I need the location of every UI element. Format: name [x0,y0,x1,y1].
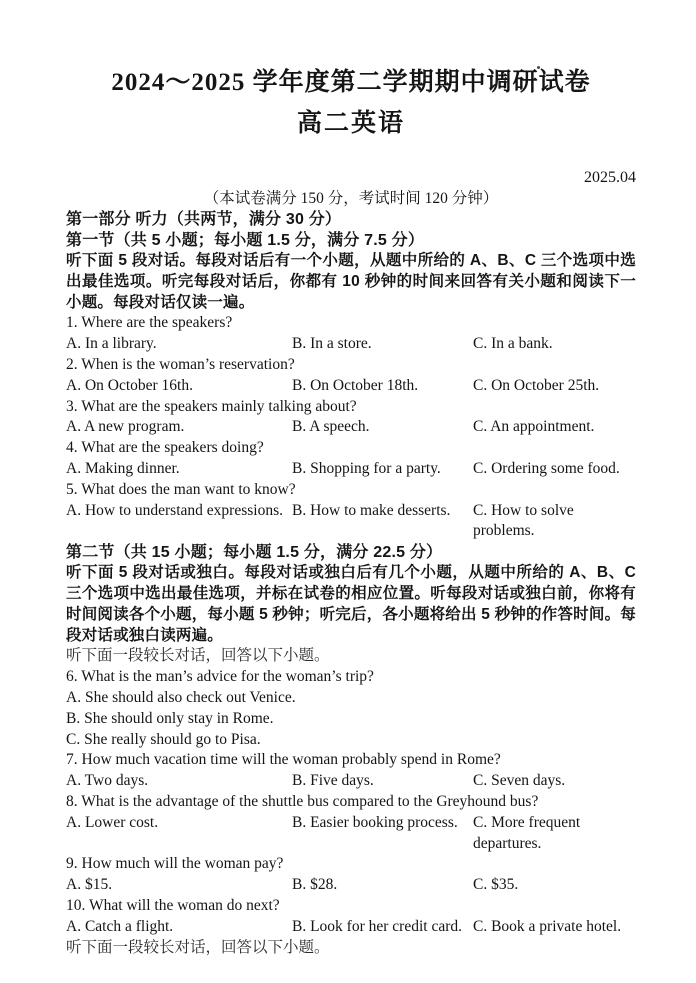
section2-lead-in-2: 听下面一段较长对话，回答以下小题。 [66,938,330,956]
question-9-option-c: C. $35. [473,876,519,894]
question-7-options [66,771,636,792]
section2-instructions: 听下面 5 段对话或独白。每段对话或独白后有几个小题，从题中所给的 A、B、C 三个选项中选出最佳选项，并标在试卷的相应位置。听每段对话或独白前，你将有时间阅读各个小题，每小题 5 秒钟；听完后，各小题将给出 5 秒钟的作答时间。每段对话或独白读两遍。 [66,564,636,644]
question-3-options [66,417,636,438]
question-7-option-b: B. Five days. [292,772,374,790]
question-7-option-a: A. Two days. [66,772,149,790]
question-2-option-a: A. On October 16th. [66,376,193,394]
question-2-option-b: B. On October 18th. [292,376,419,394]
question-4-option-b: B. Shopping for a party. [292,459,441,477]
exam-info-line: （本试卷满分 150 分，考试时间 120 分钟） [203,190,499,207]
section1-instructions: 听下面 5 段对话。每段对话后有一个小题，从题中所给的 A、B、C 三个选项中选出最佳选项。听完每段对话后，你都有 10 秒钟的时间来回答有关小题和阅读下一小题。每段对话仅读一遍。 [66,252,636,311]
question-8-text: 8. What is the advantage of the shuttle bus compared to the Greyhound bus? [66,792,539,810]
question-9-option-b: B. $28. [292,876,338,894]
section2-heading: 第二节（共 15 小题；每小题 1.5 分，满分 22.5 分） [66,544,443,562]
section1-heading: 第一节（共 5 小题；每小题 1.5 分，满分 7.5 分） [66,232,425,249]
question-3-option-b: B. A speech. [292,418,370,436]
question-1-text: 1. Where are the speakers? [66,314,233,332]
page-title: 2024～2025 学年度第二学期期中调研试卷 [111,69,591,96]
question-9-option-a: A. $15. [66,876,113,894]
question-7-option-c: C. Seven days. [473,772,566,790]
question-10-text: 10. What will the woman do next? [66,896,280,914]
question-8-option-b: B. Easier booking process. [292,813,458,831]
question-2-options [66,376,636,397]
part1-heading: 第一部分 听力（共两节，满分 30 分） [66,211,342,228]
page-subtitle: 高二英语 [296,110,405,137]
question-5-options [66,501,636,543]
question-6-option-c: C. She really should go to Pisa. [66,730,261,748]
question-5-option-b: B. How to make desserts. [292,501,451,519]
question-3-option-c: C. An appointment. [473,418,595,436]
question-6-option-a: A. She should also check out Venice. [66,688,296,706]
question-5-option-a: A. How to understand expressions. [66,501,283,519]
question-9-options [66,875,636,896]
question-4-option-c: C. Ordering some food. [473,459,620,477]
question-1-option-b: B. In a store. [292,335,372,353]
question-9-text: 9. How much will the woman pay? [66,855,284,873]
question-4-text: 4. What are the speakers doing? [66,439,264,457]
page-content [0,62,696,958]
question-8-options [66,813,636,855]
question-3-text: 3. What are the speakers mainly talking about? [66,397,357,415]
question-1-option-c: C. In a bank. [473,335,553,353]
question-1-options [66,334,636,355]
question-2-option-c: C. On October 25th. [473,376,600,394]
question-5-option-c: C. How to solve problems. [473,501,574,540]
question-10-option-c: C. Book a private hotel. [473,917,622,935]
question-1-option-a: A. In a library. [66,335,157,353]
question-2-text: 2. When is the woman’s reservation? [66,355,295,373]
question-7-text: 7. How much vacation time will the woman probably spend in Rome? [66,751,501,769]
scan-artifact-dot [537,66,540,69]
question-6-option-b: B. She should only stay in Rome. [66,709,274,727]
exam-date: 2025.04 [584,169,636,186]
question-10-option-a: A. Catch a flight. [66,917,174,935]
question-6-text: 6. What is the man’s advice for the woman’s trip? [66,668,374,686]
question-10-options [66,917,636,938]
question-4-option-a: A. Making dinner. [66,459,180,477]
question-8-option-a: A. Lower cost. [66,813,159,831]
question-10-option-b: B. Look for her credit card. [292,917,463,935]
question-5-text: 5. What does the man want to know? [66,480,296,498]
question-3-option-a: A. A new program. [66,418,185,436]
question-4-options [66,459,636,480]
question-8-option-c: C. More frequent departures. [473,813,581,852]
section2-lead-in-1: 听下面一段较长对话，回答以下小题。 [66,647,330,665]
